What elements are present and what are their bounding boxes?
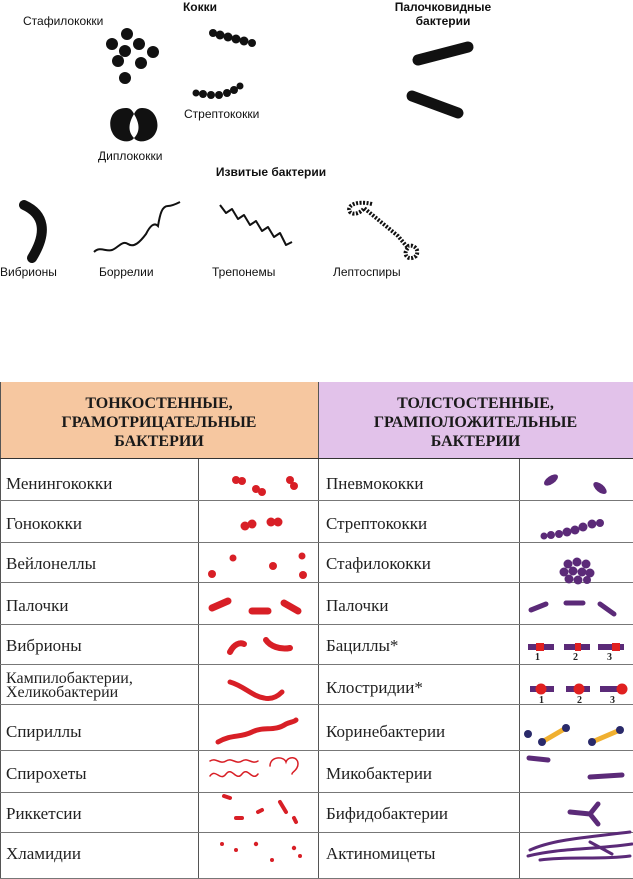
meningococci-icon bbox=[232, 476, 298, 496]
spiral-title: Извитые бактерии bbox=[215, 165, 327, 179]
label-streptococci: Стрептококки bbox=[184, 107, 260, 121]
rod-upper bbox=[418, 47, 468, 60]
label-treponemes: Трепонемы bbox=[212, 265, 276, 279]
label-borrelia: Боррелии bbox=[99, 265, 154, 279]
campylobacter-icon bbox=[230, 682, 282, 699]
row-campylobacter-helicobacter: Кампилобактерии, Хеликобактерии bbox=[6, 670, 133, 701]
bacilli-icon bbox=[528, 643, 624, 651]
row-veillonella: Вейлонеллы bbox=[6, 554, 96, 573]
row-mycobacteria: Микобактерии bbox=[326, 764, 433, 783]
label-vibrios: Вибрионы bbox=[0, 265, 57, 279]
clostridia-number-3: 3 bbox=[610, 695, 615, 706]
row-rods-gram-positive: Палочки bbox=[326, 596, 389, 615]
gram-positive-header: ТОЛСТОСТЕННЫЕ, ГРАМПОЛОЖИТЕЛЬНЫЕ БАКТЕРИИ bbox=[318, 382, 633, 458]
treponema-shape bbox=[220, 205, 292, 245]
spirilla-icon bbox=[218, 720, 296, 742]
row-actinomycetes: Актиномицеты bbox=[326, 844, 436, 863]
row-clostridia: Клостридии* bbox=[326, 678, 423, 697]
bacteria-cell-wall-table bbox=[0, 382, 633, 878]
row-staphylococci: Стафилококки bbox=[326, 554, 431, 573]
bacilli-number-1: 1 bbox=[535, 652, 540, 663]
row-rickettsia: Риккетсии bbox=[6, 804, 82, 823]
rods-title: Палочковидные бактерии bbox=[394, 0, 492, 28]
vibrio-shape bbox=[24, 205, 42, 258]
row-corynebacteria: Коринебактерии bbox=[326, 722, 446, 741]
table-illustrations bbox=[0, 382, 633, 878]
row-pneumococci: Пневмококки bbox=[326, 474, 424, 493]
spirochetes-icon bbox=[210, 758, 298, 777]
streptococci-chain-upper bbox=[209, 29, 256, 47]
leptospira-shape bbox=[349, 203, 417, 258]
staphylococci-icon bbox=[560, 558, 595, 585]
row-chlamydia: Хламидии bbox=[6, 844, 82, 863]
gram-positive-rods-icon bbox=[531, 603, 614, 614]
streptococci-icon bbox=[541, 519, 605, 540]
bacilli-number-2: 2 bbox=[573, 652, 578, 663]
clostridia-icon bbox=[530, 684, 628, 695]
rod-lower bbox=[412, 96, 458, 113]
bifidobacteria-icon bbox=[570, 804, 598, 824]
mycobacteria-icon bbox=[529, 758, 622, 777]
vibrios-icon bbox=[230, 640, 290, 652]
clostridia-number-2: 2 bbox=[577, 695, 582, 706]
row-bifidobacteria: Бифидобактерии bbox=[326, 804, 449, 823]
corynebacteria-icon bbox=[524, 724, 624, 746]
chlamydia-icon bbox=[220, 842, 302, 862]
row-vibrios: Вибрионы bbox=[6, 636, 82, 655]
label-leptospira: Лептоспиры bbox=[333, 265, 401, 279]
actinomycetes-icon bbox=[528, 832, 632, 860]
row-rods-gram-negative: Палочки bbox=[6, 596, 69, 615]
gram-negative-rods-icon bbox=[212, 601, 298, 611]
label-diplococci: Диплококки bbox=[98, 149, 163, 163]
pneumococci-icon bbox=[542, 472, 609, 496]
staphylococci-cluster bbox=[106, 28, 159, 84]
row-spirilla: Спириллы bbox=[6, 722, 82, 741]
diplococci-pair bbox=[110, 108, 157, 141]
row-gonococci: Гонококки bbox=[6, 514, 82, 533]
rickettsia-icon bbox=[224, 796, 296, 822]
streptococci-chain-lower bbox=[193, 83, 244, 100]
row-meningococci: Менингококки bbox=[6, 474, 113, 493]
gonococci-icon bbox=[241, 518, 283, 531]
morphology-drawings bbox=[0, 0, 633, 300]
cocci-title: Кокки bbox=[182, 0, 218, 14]
borrelia-shape bbox=[94, 202, 180, 252]
veillonella-icon bbox=[208, 553, 307, 580]
row-streptococci: Стрептококки bbox=[326, 514, 428, 533]
gram-negative-header: ТОНКОСТЕННЫЕ, ГРАМОТРИЦАТЕЛЬНЫЕ БАКТЕРИИ bbox=[0, 382, 318, 458]
row-spirochetes: Спирохеты bbox=[6, 764, 87, 783]
clostridia-number-1: 1 bbox=[539, 695, 544, 706]
label-staphylococci: Стафилококки bbox=[23, 14, 104, 28]
row-bacilli: Бациллы* bbox=[326, 636, 399, 655]
bacilli-number-3: 3 bbox=[607, 652, 612, 663]
